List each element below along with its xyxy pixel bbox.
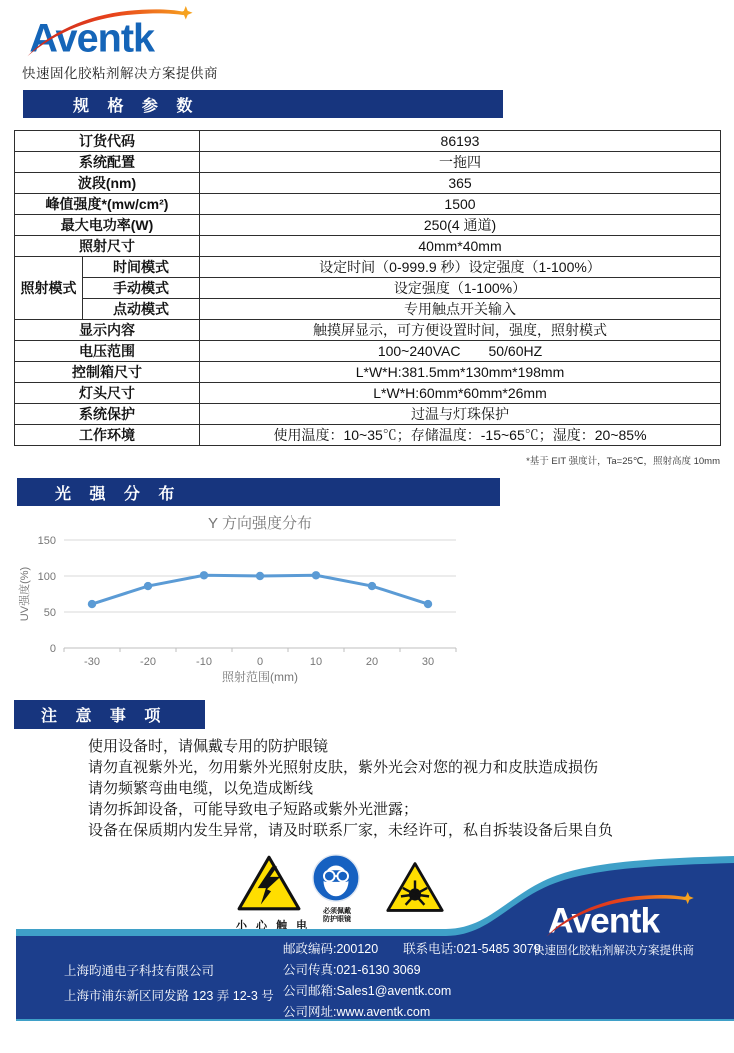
spec-label: 最大电功率(W) (15, 215, 200, 236)
section-header-specs-label: 规 格 参 数 (73, 97, 200, 115)
spec-sublabel: 点动模式 (83, 299, 200, 320)
spec-value: 1500 (200, 194, 721, 215)
svg-text:150: 150 (37, 535, 56, 547)
spec-label: 系统配置 (15, 152, 200, 173)
footer-brand-tagline: 快速固化胶粘剂解决方案提供商 (533, 945, 694, 957)
spec-label: 灯头尺寸 (15, 383, 200, 404)
table-row (15, 173, 721, 194)
spec-value: 过温与灯珠保护 (200, 404, 721, 425)
footer-phone: 联系电话:021-5485 3079 (403, 942, 541, 956)
section-header-intensity (17, 478, 500, 506)
warning-label: 防护眼镜 (323, 916, 351, 923)
brand-logo (24, 6, 196, 62)
svg-text:-10: -10 (196, 656, 212, 668)
spec-value: 365 (200, 173, 721, 194)
table-row (15, 383, 721, 404)
notice-list (88, 736, 613, 841)
brand-tagline: 快速固化胶粘剂解决方案提供商 (22, 66, 218, 81)
table-row (15, 215, 721, 236)
spec-value: L*W*H:381.5mm*130mm*198mm (200, 362, 721, 383)
spec-value: 100~240VAC 50/60HZ (200, 341, 721, 362)
section-header-intensity-label: 光 强 分 布 (55, 485, 182, 503)
logo-star-icon (179, 6, 193, 20)
footer-fax: 公司传真:021-6130 3069 (283, 963, 421, 977)
brand-logo-text: Aventk (29, 16, 155, 61)
spec-value: 86193 (200, 131, 721, 152)
spec-value: 设定强度（1-100%） (200, 278, 721, 299)
table-row (15, 299, 721, 320)
warning-label: 小 心 触 电 (236, 920, 311, 932)
spec-value: 250(4 通道) (200, 215, 721, 236)
table-row (15, 194, 721, 215)
table-row (15, 404, 721, 425)
spec-label: 系统保护 (15, 404, 200, 425)
footer-email: 公司邮箱:Sales1@aventk.com (283, 984, 452, 998)
svg-text:-20: -20 (140, 656, 156, 668)
svg-text:Y 方向强度分布: Y 方向强度分布 (208, 515, 312, 532)
svg-text:0: 0 (49, 643, 56, 655)
table-row (15, 257, 721, 278)
spec-label: 照射尺寸 (15, 236, 200, 257)
spec-value: 一拖四 (200, 152, 721, 173)
line-chart (16, 510, 468, 695)
table-row (15, 278, 721, 299)
footer-company: 上海昀通电子科技有限公司 (64, 964, 215, 978)
section-header-specs (23, 90, 503, 118)
table-row (15, 425, 721, 446)
spec-sublabel: 手动模式 (83, 278, 200, 299)
notice-item: 使用设备时，请佩戴专用的防护眼镜 (88, 738, 329, 755)
svg-text:0: 0 (256, 656, 264, 668)
warning-label: 必须佩戴 (323, 908, 351, 915)
svg-text:UV强度(%): UV强度(%) (19, 566, 31, 622)
notice-item: 设备在保质期内发生异常，请及时联系厂家，未经许可，私自拆装设备后果自负 (88, 822, 614, 839)
spec-label: 控制箱尺寸 (15, 362, 200, 383)
svg-text:10: 10 (309, 656, 323, 668)
notice-item: 请勿频繁弯曲电缆，以免造成断线 (88, 780, 314, 797)
footer-logo-star-icon (682, 892, 694, 904)
section-header-notice (14, 700, 205, 729)
table-row (15, 320, 721, 341)
spec-label: 工作环境 (15, 425, 200, 446)
table-row (15, 131, 721, 152)
section-header-notice-label: 注 意 事 项 (41, 708, 168, 725)
spec-label: 订货代码 (15, 131, 200, 152)
notice-item: 请勿拆卸设备，可能导致电子短路或紫外光泄露； (88, 801, 419, 818)
table-row (15, 152, 721, 173)
table-row (15, 236, 721, 257)
footer-brand-logo (534, 892, 706, 942)
svg-text:-30: -30 (84, 656, 100, 668)
spec-value: 触摸屏显示，可方便设置时间，强度，照射模式 (200, 320, 721, 341)
table-row (15, 341, 721, 362)
spec-value: 40mm*40mm (200, 236, 721, 257)
footer-address: 上海市浦东新区同发路 123 弄 12-3 号 (64, 989, 274, 1003)
footer-postal: 邮政编码:200120 (283, 942, 379, 956)
spec-sublabel: 时间模式 (83, 257, 200, 278)
table-row (15, 362, 721, 383)
svg-text:100: 100 (37, 571, 56, 583)
footer-brand-logo-text: Aventk (548, 901, 660, 941)
svg-text:50: 50 (43, 607, 56, 619)
spec-value: L*W*H:60mm*60mm*26mm (200, 383, 721, 404)
svg-text:30: 30 (421, 656, 435, 668)
svg-text:20: 20 (365, 656, 379, 668)
spec-table (14, 130, 721, 446)
intensity-distribution-chart (16, 510, 468, 695)
spec-value: 设定时间（0-999.9 秒）设定强度（1-100%） (200, 257, 721, 278)
spec-label: 电压范围 (15, 341, 200, 362)
spec-footnote: *基于 EIT 强度计，Ta=25℃，照射高度 10mm (526, 456, 720, 467)
spec-label: 峰值强度*(mw/cm²) (15, 194, 200, 215)
svg-text:照射范围(mm): 照射范围(mm) (222, 670, 298, 684)
spec-label: 显示内容 (15, 320, 200, 341)
spec-label: 波段(nm) (15, 173, 200, 194)
footer-website: 公司网址:www.aventk.com (283, 1005, 431, 1019)
spec-value: 专用触点开关输入 (200, 299, 721, 320)
spec-mode-group-label: 照射模式 (15, 257, 83, 320)
footer-postal-line (283, 939, 541, 957)
spec-value: 使用温度：10~35℃；存储温度：-15~65℃；湿度：20~85% (200, 425, 721, 446)
notice-item: 请勿直视紫外光，勿用紫外光照射皮肤，紫外光会对您的视力和皮肤造成损伤 (88, 759, 599, 776)
